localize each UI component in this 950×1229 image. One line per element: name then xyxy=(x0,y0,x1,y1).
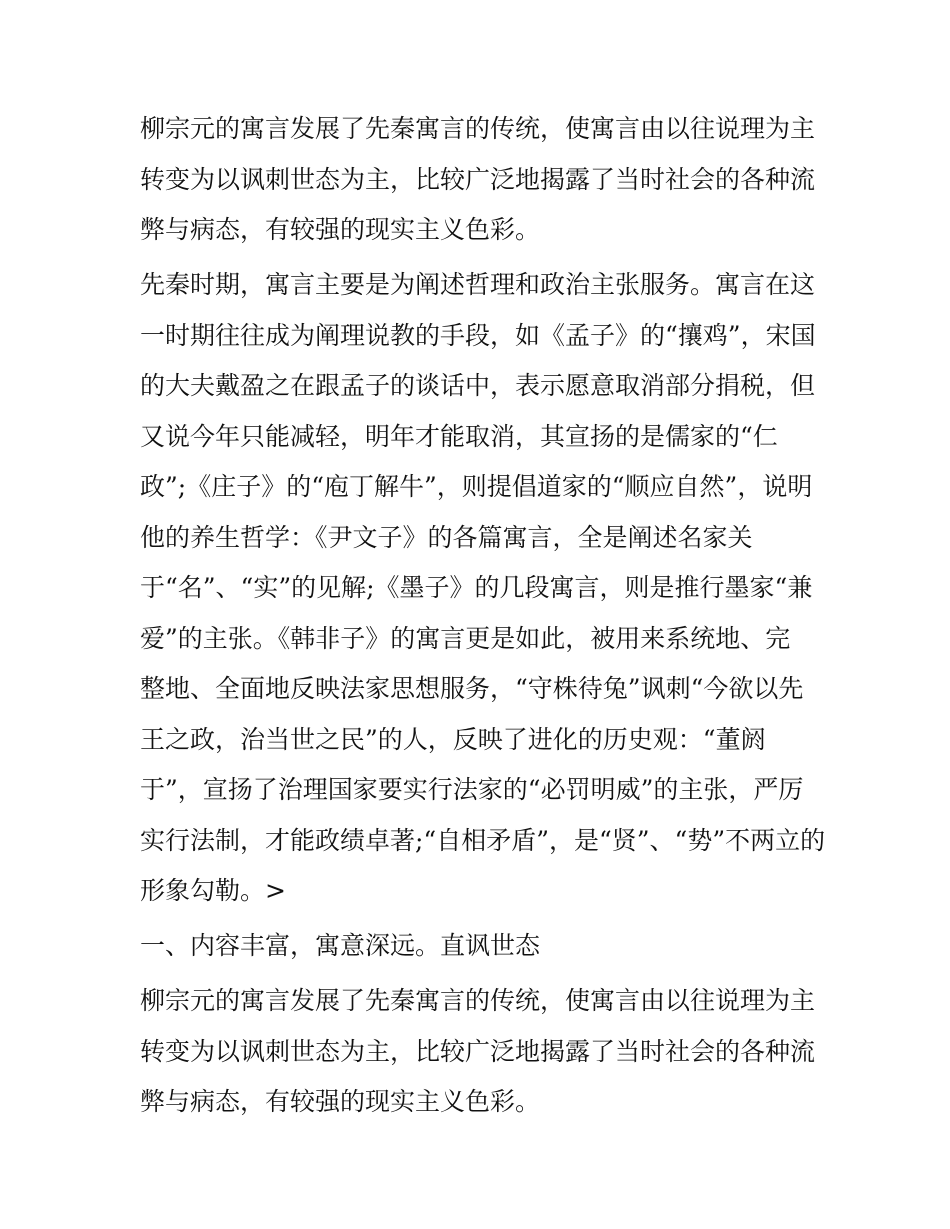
text-line: 政”;《庄子》的“庖丁解牛”，则提倡道家的“顺应自然”，说明 xyxy=(140,472,813,501)
text-line: 他的养生哲学：《尹文子》的各篇寓言，全是阐述名家关 xyxy=(140,522,753,552)
text-line: 一时期往往成为阐理说教的手段，如《孟子》的“攘鸡”，宋国 xyxy=(140,320,816,350)
text-line: 又说今年只能减轻，明年才能取消，其宣扬的是儒家的“仁 xyxy=(140,421,778,451)
text-line: 于”，宣扬了治理国家要实行法家的“必罚明威”的主张，严厉 xyxy=(140,775,804,804)
text-line: 弊与病态，有较强的现实主义色彩。 xyxy=(140,215,541,244)
text-line: 的大夫戴盈之在跟孟子的谈话中，表示愿意取消部分捐税，但 xyxy=(140,371,816,400)
text-line: 整地、全面地反映法家思想服务，“守株待兔”讽刺“今欲以先 xyxy=(140,674,804,703)
text-line: 王之政，治当世之民”的人，反映了进化的历史观：“董阏 xyxy=(140,724,766,754)
text-line: 弊与病态，有较强的现实主义色彩。 xyxy=(140,1087,541,1116)
text-line: 形象勾勒。> xyxy=(140,876,286,905)
text-line: 柳宗元的寓言发展了先秦寓言的传统，使寓言由以往说理为主 xyxy=(140,114,816,143)
section-heading: 一、内容丰富，寓意深远。直讽世态 xyxy=(140,931,541,960)
text-line: 柳宗元的寓言发展了先秦寓言的传统，使寓言由以往说理为主 xyxy=(140,986,816,1015)
text-line: 转变为以讽刺世态为主，比较广泛地揭露了当时社会的各种流 xyxy=(140,164,816,194)
text-line: 实行法制，才能政绩卓著;“自相矛盾”，是“贤”、“势”不两立的 xyxy=(140,825,826,855)
text-line: 先秦时期，寓言主要是为阐述哲理和政治主张服务。寓言在这 xyxy=(140,270,816,299)
text-line: 爱”的主张。《韩非子》的寓言更是如此，被用来系统地、完 xyxy=(140,623,791,653)
text-line: 转变为以讽刺世态为主，比较广泛地揭露了当时社会的各种流 xyxy=(140,1036,816,1066)
document-body xyxy=(140,109,830,1133)
text-line: 于“名”、“实”的见解;《墨子》的几段寓言，则是推行墨家“兼 xyxy=(140,573,813,602)
